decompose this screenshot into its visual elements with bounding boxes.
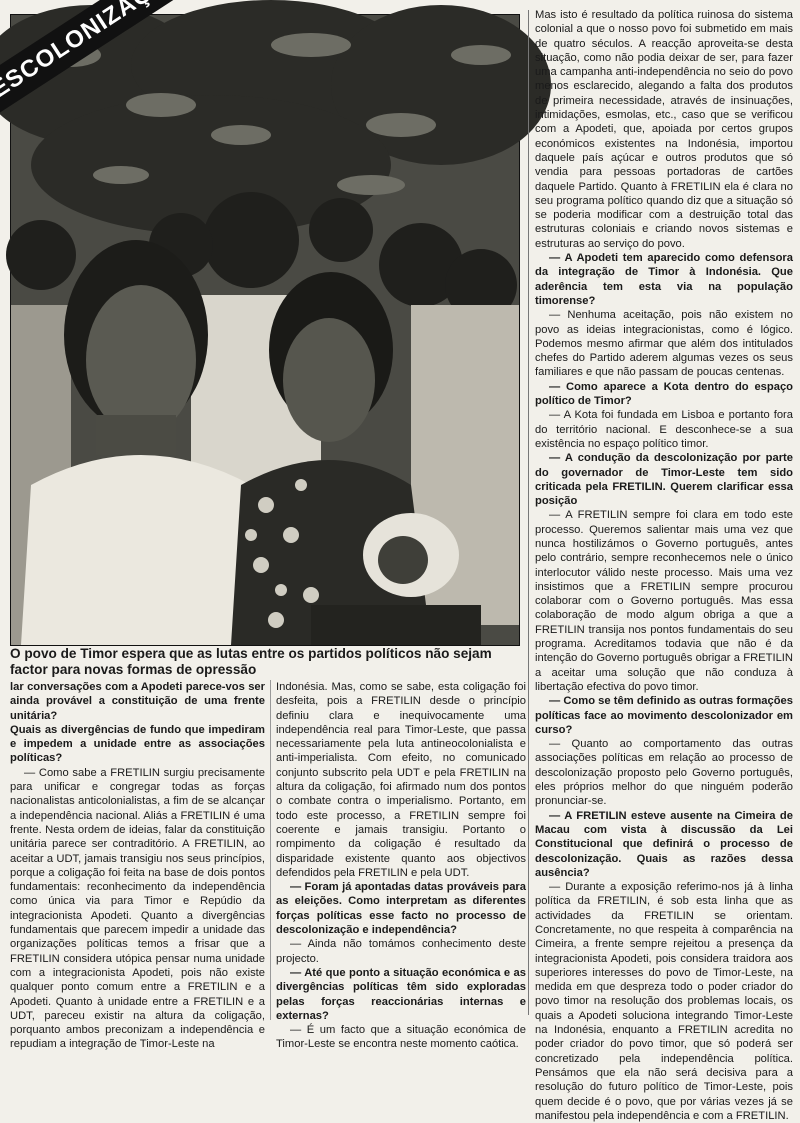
paragraph: — A FRETILIN esteve ausente na Cimeira de Macau com vista à discussão da Lei Constitucional que definirá o processo de descolonização. Quais as razões dessa ausência? (535, 809, 793, 879)
column-divider (528, 10, 529, 1015)
news-photo (10, 14, 520, 646)
photo-caption: O povo de Timor espera que as lutas entre os partidos políticos não sejam factor para novas formas de opressão (10, 646, 492, 677)
paragraph: Indonésia. Mas, como se sabe, esta coligação foi desfeita, pois a FRETILIN desde o princípio definiu clara e inequivocamente uma independência real para Timor-Leste, que passa necessariamente pela luta antineocolonialista e anti-imperialista. Com efeito, no comunicado conjunto subscrito pela UDT e pela FRETILIN na altura da coligação, foi afirmado num dos pontos o combate contra o imperialismo. Portanto, em todo este processo, a FRETILIN sempre foi coerente e jamais transigiu. Portanto o rompimento da coligação é resultado da disparidade existente quanto aos objectivos defendidos pela FRETILIN e pela UDT. (276, 681, 526, 879)
paragraph: — A condução da descolonização por parte do governador de Timor-Leste tem sido criticada pela FRETILIN. Querem clarificar essa posição (535, 452, 793, 508)
paragraph: — É um facto que a situação económica de Timor-Leste se encontra neste momento caótica. (276, 1024, 526, 1051)
paragraph: Mas isto é resultado da política ruinosa do sistema colonial a que o nosso povo foi submetido em mais de quatro séculos. A reacção aproveita-se desta situação, como não podia deixar de ser, para fazer uma campanha anti-independência no seio do povo menos esclarecido, alegando a falta dos produtos de primeira necessidade, através de insinuações, intimidações, esmolas, etc., caso que se verificou com a Apodeti, que, apoiada por certos grupos económicos existentes na Indonésia, importou daquele país açúcar e outros produtos que só vendia para pessoas portadoras de cartões daquele Partido. Quanto à FRETILIN ela é clara no seu programa político quando diz que a situação só se poderia modificar com a destruição total das estruturas coloniais e criando novos sistemas e estruturas ao serviço do povo. (535, 9, 793, 250)
paragraph: — Até que ponto a situação económica e as divergências políticas têm sido exploradas pelas forças reaccionárias internas e externas? (276, 966, 526, 1022)
article-column-3 (535, 8, 793, 1122)
paragraph: — A Kota foi fundada em Lisboa e portanto fora do território nacional. E desconhece-se a sua existência no espaço político timor. (535, 409, 793, 450)
article-column-2 (276, 680, 526, 1051)
paragraph: — Como se têm definido as outras formações políticas face ao movimento descolonizador em curso? (535, 695, 793, 736)
crowd-photo-illustration (11, 15, 519, 645)
paragraph: — A FRETILIN sempre foi clara em todo este processo. Queremos salientar mais uma vez que nunca hostilizámos o Governo português, antes pelo contrário, sempre reconhecemos nele o único interlocutor válido neste processo. Mais uma vez insistimos que a FRETILIN sempre procurou colaborar com o Governo português. Mas essa colaboração de modo algum obriga a que a FRETILIN transija nos pontos fundamentais do seu programa. Acreditamos todavia que não é da intenção do Governo português obrigar a FRETILIN a aceitar uma solução que não conduza à libertação efectiva do povo timor. (535, 509, 793, 693)
paragraph: — Nenhuma aceitação, pois não existem no povo as ideias integracionistas, como é lógico. Podemos mesmo afirmar que além dos intitulados chefes do Partido aderem algumas vezes os seus familiares e que não passam de poucas centenas. (535, 309, 793, 379)
paragraph: — Como aparece a Kota dentro do espaço político de Timor? (535, 380, 793, 408)
paragraph: — A Apodeti tem aparecido como defensora da integração de Timor à Indonésia. Que aderência tem esta via na população timorense? (535, 252, 793, 307)
column-divider-lower (270, 680, 271, 1020)
paragraph: Quais as divergências de fundo que impediram e impedem a unidade entre as associações políticas? (10, 723, 265, 765)
paragraph: lar conversações com a Apodeti parece-vos ser ainda provável a constituição de uma frente unitária? (10, 681, 265, 722)
paragraph: — Foram já apontadas datas prováveis para as eleições. Como interpretam as diferentes forças políticas esse facto no processo de descolonização e independência? (276, 881, 526, 937)
paragraph: — Quanto ao comportamento das outras associações políticas em relação ao processo de descolonização proposto pelo Governo português, eles próprios melhor do que ninguém poderão pronunciar-se. (535, 738, 793, 808)
paragraph: — Como sabe a FRETILIN surgiu precisamente para unificar e congregar todas as forças nacionalistas anticolonialistas, a fim de se alcançar a independência nacional. Aliás a FRETILIN é uma frente. Nesta ordem de ideias, falar da constituição unitária parece ser contraditório. A FRETILIN, ao aceitar a UDT, jamais transigiu nos seus princípios, porque a coligação foi feita na base de dois pontos fundamentais: reconhecimento da independência como única via para Timor e Repúdio da integracionista Apodeti. Quanto a divergências fundamentais que parecem impedir a unidade das organizações políticas temos a frisar que a FRETILIN considera utópica pensar numa unidade com a integracionista Apodeti, pois não existe qualquer ponto comum entre a FRETILIN e a Apodeti. Quanto à unidade entre a FRETILIN e a UDT, pareceu existir na altura da coligação, porquanto ambos preconizam a independência e repudiam a integração de Timor-Leste na (10, 766, 265, 1051)
paragraph: — Durante a exposição referimo-nos já à linha política da FRETILIN, é sob esta linha que as actividades da FRETILIN se orientam. Concretamente, no que respeita à comparência na Cimeira, a frente sempre rejeitou a presença da integracionista Apodeti, pois considera traidora aos superiores interesses do povo de Timor-Leste, na medida em que despreza todo o poder criador do povo timor na resolução dos problemas locais, os quais a Apodeti soluciona integrando Timor-Leste na Indonésia, enquanto a FRETILIN acredita no poder criador do povo timor, que só poderá ser concretizado pela independência política. Pensámos que ela não será decisiva para a resolução do futuro político de Timor-Leste, pois quem decide é o povo, que por várias vezes já se manifestou pela independência e com a FRETILIN. (535, 881, 793, 1122)
paragraph: — Ainda não tomámos conhecimento deste projecto. (276, 938, 526, 965)
article-column-1 (10, 680, 265, 1051)
